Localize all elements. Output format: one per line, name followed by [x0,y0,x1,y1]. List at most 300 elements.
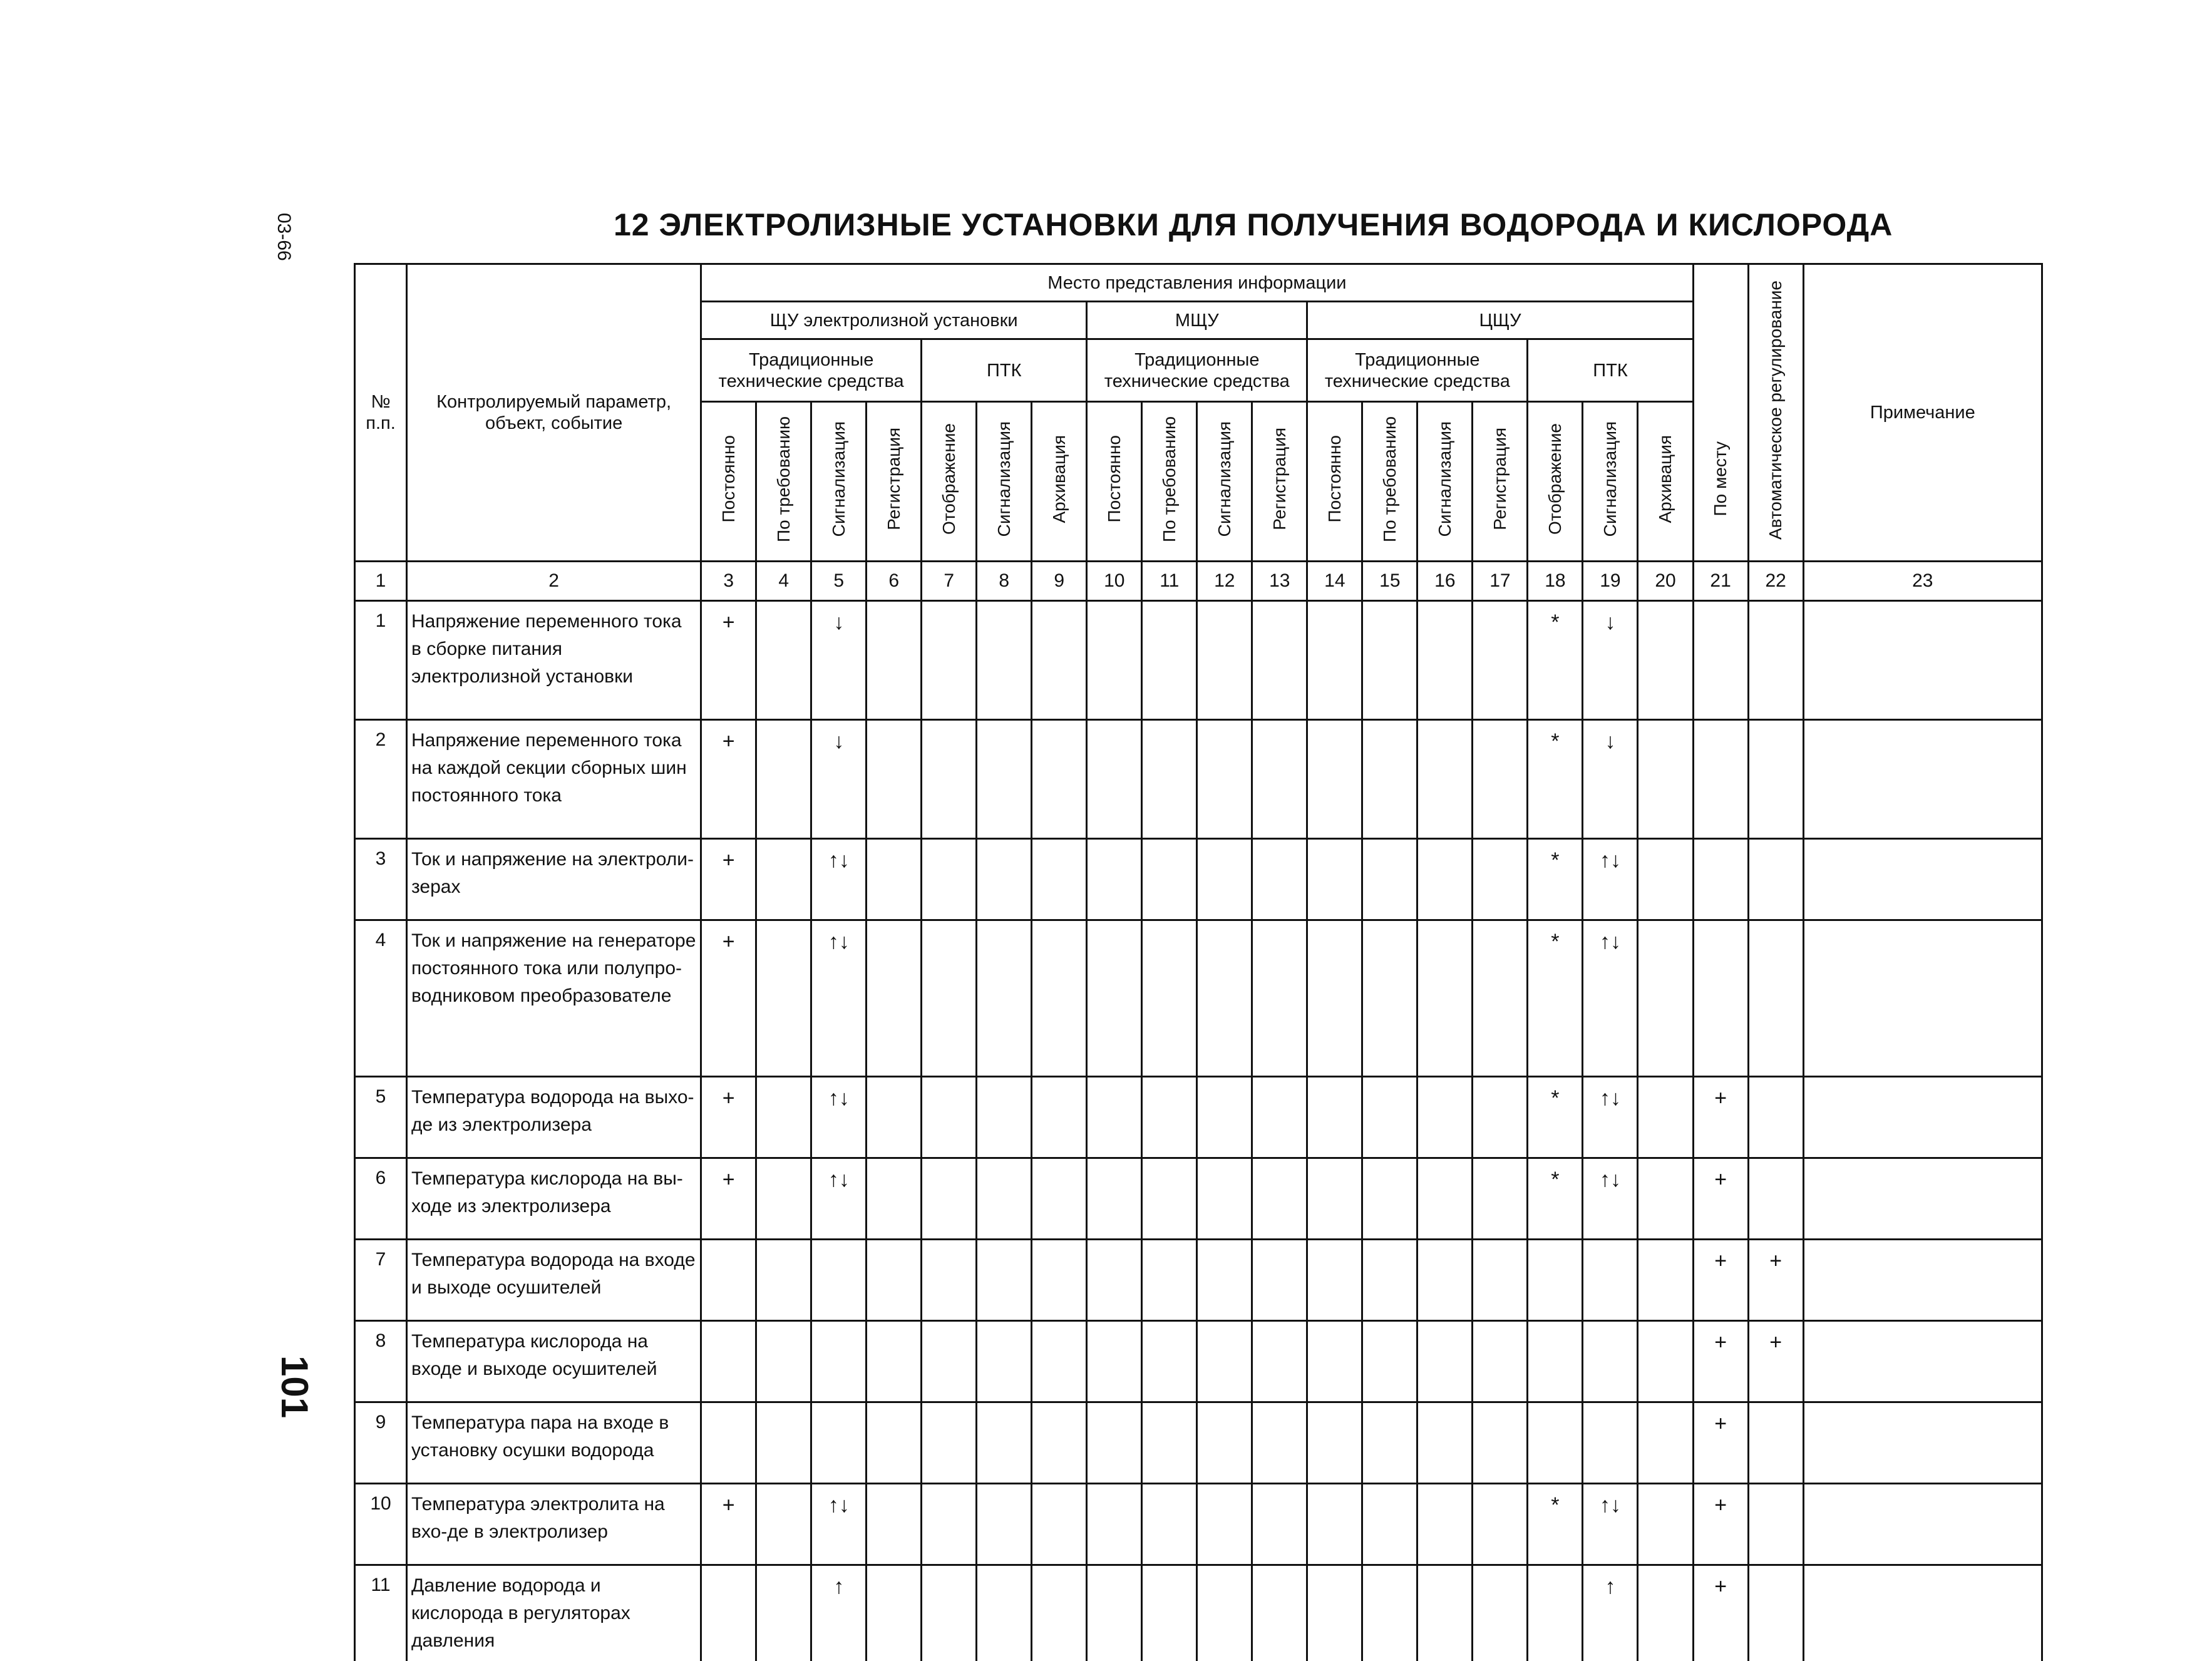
cell-empty [1638,1077,1693,1158]
table-row [355,839,2042,920]
cell-empty [756,1484,811,1565]
cell-empty [1197,1158,1252,1240]
cell-empty [977,1402,1032,1484]
row-parameter: Температура водорода на выхо-де из электролизера [407,1077,701,1158]
cell-mark-c3 [701,1402,756,1484]
cell-empty [1638,1321,1693,1402]
sub-c14: Постоянно [1307,402,1362,562]
cell-empty [1032,601,1087,720]
sub-c9: Архивация [1032,402,1087,562]
monitoring-table [354,263,2043,1661]
row-number: 7 [355,1240,407,1321]
sub-c20: Архивация [1638,402,1693,562]
cell-empty [1252,839,1307,920]
cell-note [1803,1077,2042,1158]
cell-empty [1638,839,1693,920]
column-number: 15 [1362,562,1417,601]
cell-empty [1473,1077,1528,1158]
row-parameter: Давление водорода и кислорода в регуляторах давления [407,1565,701,1661]
cell-empty [1087,1402,1142,1484]
cell-empty [1197,920,1252,1077]
cell-empty [1307,920,1362,1077]
cell-mark-c22 [1748,720,1803,839]
sub-c15: По требованию [1362,402,1417,562]
header-no: № п.п. [355,264,407,562]
cell-empty [1142,1077,1197,1158]
cell-empty [756,601,811,720]
cell-note [1803,1240,2042,1321]
cell-empty [1638,920,1693,1077]
cell-empty [1087,1484,1142,1565]
sub-c6: Регистрация [867,402,922,562]
cell-empty [1362,1321,1417,1402]
cell-empty [1142,920,1197,1077]
header-on-site-top [1693,264,1748,402]
column-number: 14 [1307,562,1362,601]
cell-mark-c21: + [1693,1321,1748,1402]
cell-empty [922,920,977,1077]
cell-empty [1087,839,1142,920]
cell-mark-c18: * [1528,839,1583,920]
cell-note [1803,1484,2042,1565]
cell-empty [1032,839,1087,920]
column-number: 18 [1528,562,1583,601]
sub-c12: Сигнализация [1197,402,1252,562]
row-number: 11 [355,1565,407,1661]
cell-mark-c21: + [1693,1240,1748,1321]
column-number-row [355,562,2042,601]
cell-empty [1362,1077,1417,1158]
cell-empty [1307,1077,1362,1158]
cell-mark-c19 [1583,1402,1638,1484]
cell-mark-c18 [1528,1240,1583,1321]
cell-empty [1307,1484,1362,1565]
page-number: 101 [273,1355,316,1418]
cell-mark-c18: * [1528,920,1583,1077]
table-row [355,1565,2042,1661]
table-row [355,1484,2042,1565]
cell-empty [1362,920,1417,1077]
row-number: 5 [355,1077,407,1158]
cell-mark-c22 [1748,1402,1803,1484]
cell-empty [756,720,811,839]
cell-mark-c5: ↓ [811,601,867,720]
cell-empty [1307,1402,1362,1484]
cell-empty [1473,1240,1528,1321]
cell-empty [1032,1158,1087,1240]
cell-empty [1142,1484,1197,1565]
column-number: 11 [1142,562,1197,601]
cell-empty [1638,720,1693,839]
cell-mark-c5: ↑↓ [811,1077,867,1158]
column-number: 6 [867,562,922,601]
cell-empty [1197,1565,1252,1661]
cell-empty [1142,720,1197,839]
table-body [355,601,2042,1661]
column-number: 21 [1693,562,1748,601]
table-row [355,1240,2042,1321]
cell-empty [1087,920,1142,1077]
column-number: 4 [756,562,811,601]
cell-empty [1087,1565,1142,1661]
cell-empty [867,1484,922,1565]
cell-empty [1087,720,1142,839]
cell-empty [1638,1158,1693,1240]
row-number: 2 [355,720,407,839]
cell-empty [1032,1402,1087,1484]
row-number: 9 [355,1402,407,1484]
cell-mark-c21 [1693,839,1748,920]
table-row [355,920,2042,1077]
cell-empty [1417,1484,1473,1565]
cell-empty [1252,1240,1307,1321]
cell-empty [977,1321,1032,1402]
page-title: 12 ЭЛЕКТРОЛИЗНЫЕ УСТАНОВКИ ДЛЯ ПОЛУЧЕНИЯ ВОДОРОДА И КИСЛОРОДА [614,207,1893,243]
cell-empty [1142,1240,1197,1321]
sub-on-site: По месту [1693,402,1748,562]
cell-empty [1473,920,1528,1077]
cell-empty [1362,1402,1417,1484]
cell-empty [1142,1402,1197,1484]
row-parameter: Ток и напряжение на электроли-зерах [407,839,701,920]
cell-empty [867,1240,922,1321]
column-number: 7 [922,562,977,601]
cell-note [1803,920,2042,1077]
cell-empty [1197,720,1252,839]
cell-empty [1638,601,1693,720]
cell-empty [1252,1158,1307,1240]
sub-c8: Сигнализация [977,402,1032,562]
cell-mark-c3: + [701,1077,756,1158]
cell-note [1803,1402,2042,1484]
cell-empty [1473,1565,1528,1661]
cell-mark-c22 [1748,1158,1803,1240]
cell-empty [1307,1321,1362,1402]
table-row [355,1402,2042,1484]
cell-empty [1142,1158,1197,1240]
cell-empty [922,839,977,920]
cell-empty [756,1321,811,1402]
column-number: 23 [1803,562,2042,601]
cell-mark-c3: + [701,601,756,720]
cell-empty [1142,839,1197,920]
cell-mark-c22: + [1748,1321,1803,1402]
cell-empty [977,1484,1032,1565]
column-number: 3 [701,562,756,601]
header-trad-shu: Традиционные технические средства [701,339,922,402]
cell-empty [1032,720,1087,839]
cell-empty [1417,1321,1473,1402]
column-number: 22 [1748,562,1803,601]
cell-empty [1087,1321,1142,1402]
cell-empty [922,1402,977,1484]
cell-empty [867,839,922,920]
table-row [355,1158,2042,1240]
cell-empty [867,920,922,1077]
cell-empty [1417,1402,1473,1484]
cell-mark-c3 [701,1240,756,1321]
cell-empty [1252,1077,1307,1158]
cell-mark-c21 [1693,920,1748,1077]
cell-mark-c5 [811,1240,867,1321]
table-row [355,720,2042,839]
cell-mark-c18: * [1528,720,1583,839]
column-number: 13 [1252,562,1307,601]
cell-empty [1252,1565,1307,1661]
cell-mark-c18: * [1528,601,1583,720]
cell-empty [1307,601,1362,720]
cell-empty [1417,839,1473,920]
row-number: 1 [355,601,407,720]
cell-empty [1362,1484,1417,1565]
row-number: 6 [355,1158,407,1240]
cell-mark-c19: ↑ [1583,1565,1638,1661]
cell-empty [1307,1240,1362,1321]
sub-c19: Сигнализация [1583,402,1638,562]
column-number: 20 [1638,562,1693,601]
cell-mark-c5 [811,1402,867,1484]
cell-empty [1473,1158,1528,1240]
cell-empty [1362,1565,1417,1661]
cell-empty [922,1158,977,1240]
cell-mark-c5: ↑↓ [811,920,867,1077]
cell-empty [867,720,922,839]
cell-mark-c19: ↑↓ [1583,1484,1638,1565]
cell-empty [1362,720,1417,839]
cell-empty [756,920,811,1077]
sub-c13: Регистрация [1252,402,1307,562]
cell-empty [1032,1484,1087,1565]
cell-empty [1362,1158,1417,1240]
cell-mark-c5: ↑↓ [811,839,867,920]
header-place: Место представления информации [701,264,1693,302]
table-row [355,1077,2042,1158]
cell-mark-c3: + [701,839,756,920]
cell-empty [1032,1077,1087,1158]
column-number: 9 [1032,562,1087,601]
cell-empty [1032,1565,1087,1661]
cell-mark-c18 [1528,1321,1583,1402]
cell-empty [922,601,977,720]
row-parameter: Температура кислорода на вы-ходе из электролизера [407,1158,701,1240]
cell-empty [977,1077,1032,1158]
header-note: Примечание [1803,264,2042,562]
cell-mark-c3: + [701,920,756,1077]
column-number: 5 [811,562,867,601]
table-row [355,1321,2042,1402]
cell-mark-c19: ↑↓ [1583,920,1638,1077]
cell-empty [756,1240,811,1321]
cell-empty [922,1321,977,1402]
column-number: 1 [355,562,407,601]
cell-mark-c19: ↑↓ [1583,839,1638,920]
sub-c3: Постоянно [701,402,756,562]
cell-empty [1417,1240,1473,1321]
cell-empty [1473,1402,1528,1484]
cell-mark-c18: * [1528,1484,1583,1565]
cell-empty [977,839,1032,920]
cell-empty [1252,1484,1307,1565]
cell-mark-c22 [1748,839,1803,920]
cell-mark-c19: ↓ [1583,720,1638,839]
cell-empty [922,1565,977,1661]
cell-empty [1032,920,1087,1077]
sub-c17: Регистрация [1473,402,1528,562]
cell-empty [1307,1565,1362,1661]
cell-empty [867,1077,922,1158]
cell-note [1803,1321,2042,1402]
column-number: 8 [977,562,1032,601]
row-parameter: Температура пара на входе в установку осушки водорода [407,1402,701,1484]
cell-empty [1197,839,1252,920]
column-numbers [355,562,2042,601]
cell-empty [867,1402,922,1484]
cell-empty [1197,1077,1252,1158]
header-ptk-shu: ПТК [922,339,1087,402]
cell-empty [756,1402,811,1484]
table-row [355,601,2042,720]
header-auto: Автоматическое регулирование [1748,264,1803,562]
cell-empty [977,720,1032,839]
cell-mark-c19 [1583,1321,1638,1402]
cell-empty [1087,601,1142,720]
cell-empty [756,1158,811,1240]
cell-empty [1638,1484,1693,1565]
cell-empty [1252,601,1307,720]
header-group-tsshu: ЦЩУ [1307,302,1693,339]
cell-empty [1638,1565,1693,1661]
cell-empty [1197,601,1252,720]
cell-mark-c21: + [1693,1565,1748,1661]
cell-mark-c21: + [1693,1484,1748,1565]
cell-empty [922,1240,977,1321]
cell-mark-c18: * [1528,1158,1583,1240]
cell-empty [1417,1565,1473,1661]
cell-mark-c19 [1583,1240,1638,1321]
cell-empty [1473,601,1528,720]
cell-mark-c3: + [701,1484,756,1565]
cell-empty [1307,839,1362,920]
cell-note [1803,1565,2042,1661]
cell-mark-c5: ↑↓ [811,1158,867,1240]
cell-mark-c3 [701,1321,756,1402]
cell-empty [1197,1321,1252,1402]
cell-mark-c19: ↑↓ [1583,1077,1638,1158]
cell-empty [1197,1402,1252,1484]
cell-empty [756,1077,811,1158]
sub-c16: Сигнализация [1417,402,1473,562]
cell-empty [1473,720,1528,839]
cell-empty [1087,1077,1142,1158]
cell-empty [1032,1240,1087,1321]
cell-mark-c5: ↑ [811,1565,867,1661]
cell-empty [1252,1321,1307,1402]
cell-note [1803,601,2042,720]
cell-mark-c21: + [1693,1158,1748,1240]
cell-empty [922,1077,977,1158]
cell-mark-c22 [1748,920,1803,1077]
row-number: 3 [355,839,407,920]
cell-empty [1417,1158,1473,1240]
cell-empty [1142,1565,1197,1661]
cell-empty [977,920,1032,1077]
row-parameter: Температура водорода на входе и выходе осушителей [407,1240,701,1321]
header-param: Контролируемый параметр, объект, событие [407,264,701,562]
row-parameter: Температура кислорода на входе и выходе осушителей [407,1321,701,1402]
cell-mark-c21 [1693,601,1748,720]
cell-empty [1362,601,1417,720]
column-number: 16 [1417,562,1473,601]
header-group-mshu: МЩУ [1087,302,1307,339]
cell-empty [922,720,977,839]
cell-empty [1087,1240,1142,1321]
cell-empty [756,1565,811,1661]
cell-empty [977,1158,1032,1240]
sub-c4: По требованию [756,402,811,562]
cell-empty [1087,1158,1142,1240]
cell-empty [922,1484,977,1565]
header-trad-tsshu: Традиционные технические средства [1307,339,1528,402]
column-number: 17 [1473,562,1528,601]
cell-empty [756,839,811,920]
cell-mark-c3 [701,1565,756,1661]
cell-mark-c19: ↓ [1583,601,1638,720]
cell-mark-c18 [1528,1402,1583,1484]
sub-c18: Отображение [1528,402,1583,562]
sub-c10: Постоянно [1087,402,1142,562]
row-parameter: Ток и напряжение на генераторе постоянного тока или полупро-водниковом преобразователе [407,920,701,1077]
cell-empty [1252,1402,1307,1484]
document-code: 03-66 [273,213,294,261]
cell-empty [867,1565,922,1661]
cell-mark-c5: ↑↓ [811,1484,867,1565]
cell-empty [1417,920,1473,1077]
column-number: 10 [1087,562,1142,601]
cell-empty [1638,1402,1693,1484]
cell-mark-c19: ↑↓ [1583,1158,1638,1240]
cell-empty [1417,1077,1473,1158]
cell-mark-c3: + [701,720,756,839]
cell-empty [1362,839,1417,920]
cell-empty [1473,1484,1528,1565]
cell-empty [1473,839,1528,920]
cell-empty [867,1158,922,1240]
cell-mark-c22 [1748,601,1803,720]
row-number: 10 [355,1484,407,1565]
header-group-shu: ЩУ электролизной установки [701,302,1087,339]
cell-mark-c22 [1748,1565,1803,1661]
cell-empty [977,1565,1032,1661]
header-ptk-tsshu: ПТК [1528,339,1693,402]
cell-empty [1032,1321,1087,1402]
cell-mark-c3: + [701,1158,756,1240]
cell-empty [1307,1158,1362,1240]
sub-c11: По требованию [1142,402,1197,562]
cell-mark-c21: + [1693,1402,1748,1484]
cell-empty [1307,720,1362,839]
cell-empty [1252,720,1307,839]
cell-empty [1417,601,1473,720]
row-parameter: Напряжение переменного тока на каждой секции сборных шин постоянного тока [407,720,701,839]
cell-mark-c21 [1693,720,1748,839]
cell-empty [977,601,1032,720]
row-parameter: Температура электролита на вхо-де в электролизер [407,1484,701,1565]
column-number: 19 [1583,562,1638,601]
cell-empty [1142,601,1197,720]
cell-note [1803,720,2042,839]
row-number: 4 [355,920,407,1077]
cell-mark-c18: * [1528,1077,1583,1158]
